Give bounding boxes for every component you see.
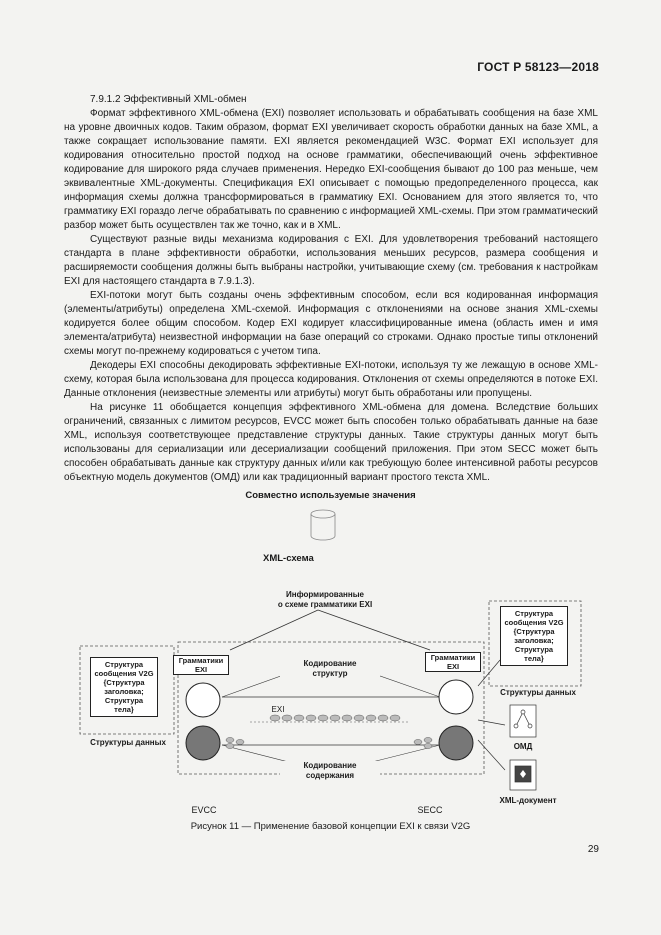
left-message-structure-box: Структура сообщения V2G {Структура заголовка; Структура тела}: [90, 657, 158, 717]
content-coding-label: Кодирование содержания: [280, 761, 380, 781]
dom-label: ОМД: [513, 742, 533, 751]
exi-stream-label: EXI: [271, 705, 285, 714]
page-number: 29: [587, 844, 599, 855]
grammar-exi-right: Грамматики EXI: [425, 652, 481, 672]
paragraph-5: На рисунке 11 обобщается концепция эффективного XML-обмена для домена. Вследствие больших ограничений, связанных с лимитом ресурсов, EVCC может быть способен только обрабатывать данные на базе XML, используя соответствующее представление структуры данных. Такие структуры данных могут быть использованы для сериализации или десериализации сообщений приложения. При этом SECC может быть способен обрабатывать данные как структуру данных и/или как требующую более интенсивной работы ресурсов объектную модель документов (ОМД) или как традиционный вариант простого текста XML.: [64, 402, 598, 483]
figure-caption: Рисунок 11 — Применение базовой концепции EXI к связи V2G: [190, 821, 471, 832]
right-message-structure-box: Структура сообщения V2G {Структура заголовка; Структура тела}: [500, 606, 568, 666]
database-icon: [311, 510, 335, 540]
paragraph-1: Формат эффективного XML-обмена (EXI) позволяет использовать и обрабатывать сообщения на базе XML на уровне двоичных кодов. Таким образом, формат EXI увеличивает скорость обработки данных на базе XML, а также сокращает использование памяти. EXI является рекомендацией W3C. Формат EXI использует для кодирования относительно простой подход на основе грамматики, обеспечивающий очень эффективное кодирование для широкого ряда случаев применения. Нередко EXI-сообщения бывают до 100 раз меньше, чем эквивалентные XML-документы. Спецификация EXI описывает с помощью предопределенного процесса, как информация схемы должна трансформироваться в грамматику EXI. Основанием для этого является то, что грамматику EXI гораздо легче обрабатывать по сравнению с информацией XML-схемы. При этом грамматический разбор может быть осуществлен так же точно, как и в XML.: [64, 108, 599, 231]
right-structure-circle: [439, 680, 473, 714]
informed-label: Информированные о схеме грамматики EXI: [277, 590, 373, 609]
secc-label: SECC: [417, 805, 443, 815]
left-data-structures-label: Структуры данных: [90, 738, 166, 747]
xml-document-icon: [510, 760, 536, 790]
section-heading: 7.9.1.2 Эффективный XML-обмен: [90, 94, 247, 105]
figure-title: Совместно используемые значения: [245, 490, 416, 501]
right-data-structures-label: Структуры данных: [500, 688, 576, 697]
paragraph-2: Существуют разные виды механизма кодирования с EXI. Для удовлетворения требований настоящего стандарта в плане эффективности обработки, использования меньших ресурсов, размера сообщения и расширяемости сообщения должны быть выбраны настройки, учитывающие схему (см. требования к настройкам EXI для настоящего стандарта в 7.9.1.3).: [64, 234, 598, 287]
evcc-label: EVCC: [191, 805, 217, 815]
paragraph-3: EXI-потоки могут быть созданы очень эффективным способом, если вся кодированная информация (элементы/атрибуты) определена XML-схемой. Информация с отклонениями на основе знания XML-схемы кодируется более общим способом. Кодер EXI кодирует классифицированные имена (область имен и имя элемента/атрибута) неизвестной информации на базе операций со строками. Однако простые типы отклонений схемы могут по-прежнему кодироваться с учетом типа.: [64, 290, 598, 357]
grammar-exi-left: Грамматики EXI: [173, 655, 229, 675]
left-structure-circle: [186, 683, 220, 717]
paragraph-4: Декодеры EXI способны декодировать эффективные EXI-потоки, используя ту же лежащую в основе XML-схему, которая была использована для процесса кодирования. Отклонения от схемы определяются в потоке EXI. Данные отклонения (неизвестные элементы или атрибуты) могут быть обработаны или пропущены.: [64, 360, 598, 399]
xml-document-label: XML-документ: [499, 796, 557, 805]
exi-stream: [226, 715, 432, 749]
dom-tree-icon: [510, 705, 536, 737]
right-content-circle: [439, 726, 473, 760]
left-content-circle: [186, 726, 220, 760]
xml-schema-label: XML-схема: [263, 553, 314, 564]
page-header: ГОСТ Р 58123—2018: [477, 60, 599, 74]
structure-coding-label: Кодирование структур: [280, 659, 380, 679]
